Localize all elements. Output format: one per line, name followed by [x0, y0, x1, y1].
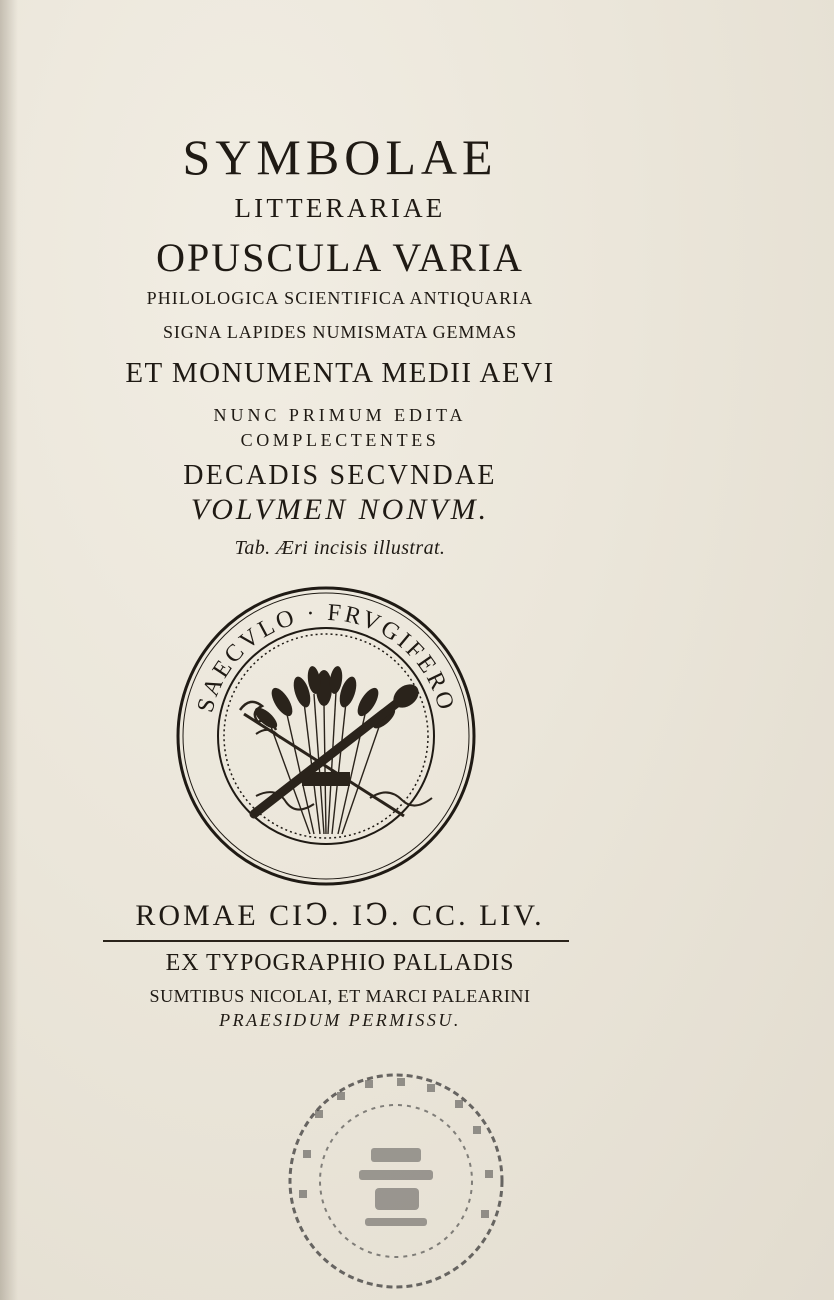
emblem-motto: SAECVLO · FRVGIFERO: [192, 599, 460, 716]
permissu-line: PRAESIDUM PERMISSU.: [219, 1010, 461, 1030]
line-decadis: DECADIS SECVNDAE: [183, 460, 497, 491]
line-complectentes: COMPLECTENTES: [240, 430, 440, 450]
main-title: OPUSCULA VARIA: [156, 235, 524, 280]
subtitle: LITTERARIAE: [234, 193, 446, 223]
library-stamp-icon: [285, 1070, 507, 1292]
line-tab: Tab. Æri incisis illustrat.: [234, 537, 446, 559]
divider-rule: [103, 940, 569, 942]
sumptibus-line: SUMTIBUS NICOLAI, ET MARCI PALEARINI: [149, 986, 531, 1006]
line-volumen: VOLVMEN NONVM.: [190, 493, 490, 526]
line-signa: SIGNA LAPIDES NUMISMATA GEMMAS: [162, 322, 518, 342]
title: SYMBOLAE: [182, 129, 498, 185]
imprint-place: ROMAE CIↃ. IↃ. CC. LIV.: [135, 899, 545, 932]
line-nunc: NUNC PRIMUM EDITA: [213, 405, 467, 425]
line-monumenta: ET MONUMENTA MEDII AEVI: [125, 357, 555, 389]
wheat-sheaf-emblem-icon: [174, 584, 478, 888]
printer-line: EX TYPOGRAPHIO PALLADIS: [165, 950, 515, 976]
line-philologica: PHILOLOGICA SCIENTIFICA ANTIQUARIA: [146, 288, 534, 308]
